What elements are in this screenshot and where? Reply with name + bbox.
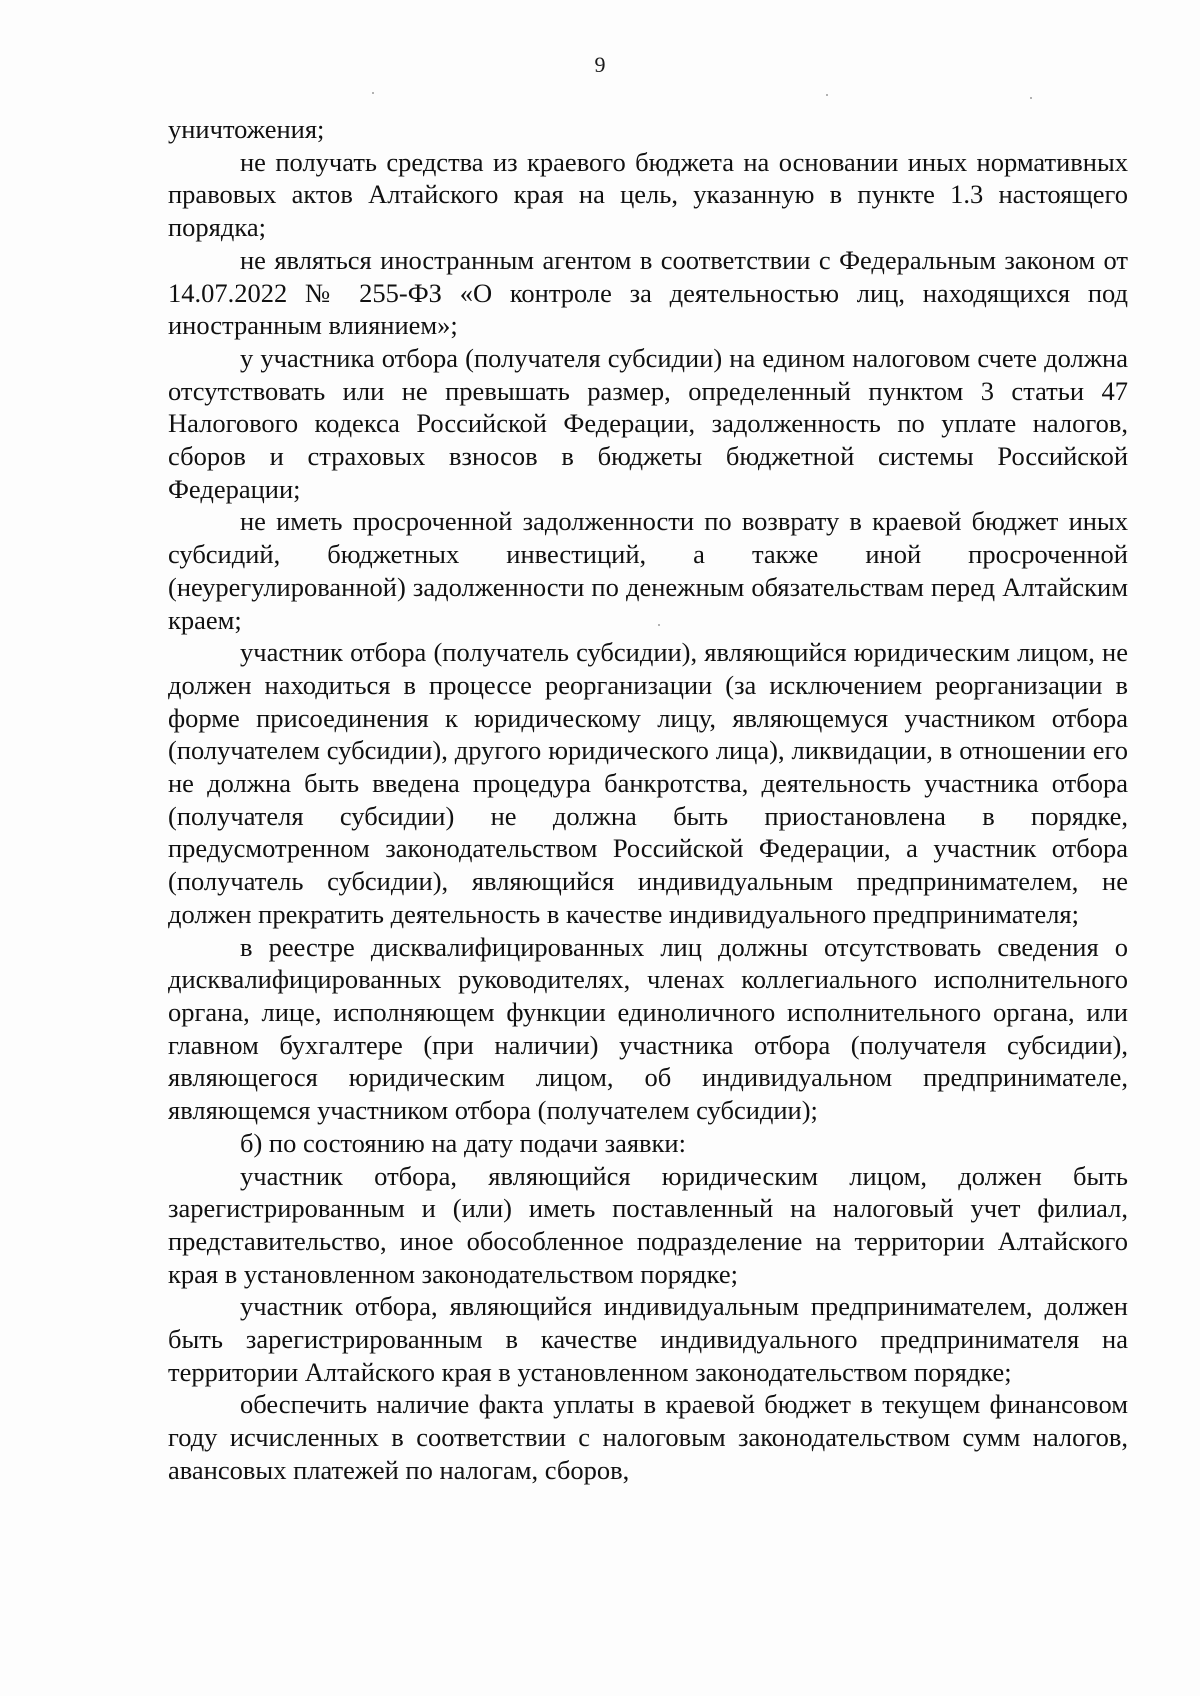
paragraph: в реестре дисквалифицированных лиц должны отсутствовать сведения о дисквалифицированных руководителях, членах коллегиального исполнительного органа, лице, исполняющем функции единоличного исполнительного органа, или главном бухгалтере (при наличии) участника отбора (получателя субсидии), являющегося юридическим лицом, об индивидуальном предпринимателе, являющемся участником отбора (получателем субсидии); — [168, 931, 1128, 1126]
paragraph: не являться иностранным агентом в соответствии с Федеральным законом от 14.07.2022 № 255-ФЗ «О контроле за деятельностью лиц, находящихся под иностранным влиянием»; — [168, 244, 1128, 341]
scan-speck — [826, 94, 828, 96]
paragraph: участник отбора (получатель субсидии), являющийся юридическим лицом, не должен находиться в процессе реорганизации (за исключением реорганизации в форме присоединения к юридическому лицу, являющемуся участником отбора (получателем субсидии), другого юридического лица), ликвидации, в отношении его не должна быть введена процедура банкротства, деятельность участника отбора (получателя субсидии) не должна быть приостановлена в порядке, предусмотренном законодательством Российской Федерации, а участник отбора (получатель субсидии), являющийся индивидуальным предпринимателем, не должен прекратить деятельность в качестве индивидуального предпринимателя; — [168, 637, 1128, 929]
scan-speck — [1030, 97, 1032, 99]
paragraph-continuation: уничтожения; — [168, 114, 325, 144]
scan-speck — [372, 92, 374, 94]
paragraph: у участника отбора (получателя субсидии) на едином налоговом счете должна отсутствовать или не превышать размер, определенный пунктом 3 статьи 47 Налогового кодекса Российской Федерации, задолженность по уплате налогов, сборов и страховых взносов в бюджеты бюджетной системы Российской Федерации; — [168, 342, 1128, 504]
paragraph: обеспечить наличие факта уплаты в краевой бюджет в текущем финансовом году исчисленных в соответствии с налоговым законодательством сумм налогов, авансовых платежей по налогам, сборов, — [168, 1389, 1128, 1485]
paragraph-subheading: б) по состоянию на дату подачи заявки: — [240, 1127, 686, 1158]
paragraph: участник отбора, являющийся юридическим лицом, должен быть зарегистрированным и (или) иметь поставленный на налоговый учет филиал, представительство, иное обособленное подразделение на территории Алтайского края в установленном законодательством порядке; — [168, 1160, 1128, 1289]
paragraph: не иметь просроченной задолженности по возврату в краевой бюджет иных субсидий, бюджетных инвестиций, а также иной просроченной (неурегулированной) задолженности по денежным обязательствам перед Алтайским краем; — [168, 506, 1128, 635]
paragraph: не получать средства из краевого бюджета на основании иных нормативных правовых актов Алтайского края на цель, указанную в пункте 1.3 настоящего порядка; — [168, 146, 1128, 243]
page-number: 9 — [594, 52, 606, 77]
paragraph: участник отбора, являющийся индивидуальным предпринимателем, должен быть зарегистрированным в качестве индивидуального предпринимателя на территории Алтайского края в установленном законодательством порядке; — [168, 1291, 1128, 1387]
document-body — [168, 113, 1128, 1487]
